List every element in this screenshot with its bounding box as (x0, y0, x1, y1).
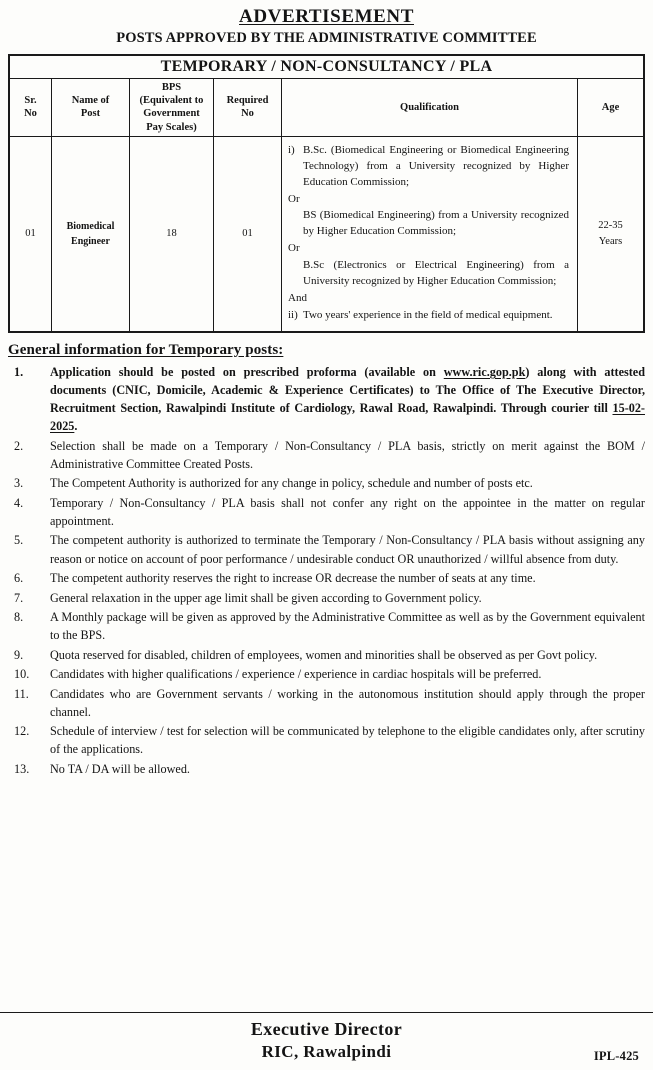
col-header-post-l1: Name of (71, 95, 110, 107)
note-text: Selection shall be made on a Temporary / Non-Consultancy / PLA basis, strictly on merit against the BOM / Administrative Committee Created Posts. (50, 438, 645, 471)
posts-table-wrapper (8, 54, 645, 333)
note-number: 11. (14, 686, 29, 701)
page-subtitle: POSTS APPROVED BY THE ADMINISTRATIVE COMMITTEE (116, 29, 537, 46)
post-name-line2: Engineer (71, 235, 110, 247)
age-line2: Years (598, 235, 623, 247)
col-header-bps-l1: BPS (161, 82, 182, 94)
note-text: Schedule of interview / test for selection will be communicated by telephone to the eligible candidates only, after scrutiny of the applications. (50, 724, 645, 757)
note-number: 10. (14, 667, 30, 682)
note-text: Quota reserved for disabled, children of employees, women and minorities shall be observed as per Govt policy. (50, 647, 598, 662)
col-header-bps-l4: Pay Scales) (146, 121, 197, 133)
note-number: 8. (14, 610, 24, 625)
qualification-item-i (288, 143, 569, 191)
table-row (10, 136, 644, 331)
qualification-item-i-marker: i) (288, 143, 295, 156)
col-header-post (52, 79, 130, 137)
signatory-title: Executive Director (250, 1019, 403, 1040)
note-number: 9. (14, 647, 24, 662)
footer-band (0, 1012, 653, 1070)
post-name-line1: Biomedical (66, 220, 115, 232)
list-item (8, 685, 645, 721)
cell-post-name (52, 136, 130, 331)
col-header-bps (130, 79, 214, 137)
qualification-or-2: Or (288, 242, 300, 255)
col-header-qualification: Qualification (282, 79, 578, 137)
cell-sr-no: 01 (10, 136, 52, 331)
note-number: 2. (14, 438, 24, 453)
note-text-part-a: Application should be posted on prescribed proforma (available on (50, 365, 444, 380)
note-number: 5. (14, 533, 24, 548)
list-item (8, 589, 645, 607)
col-header-post-l2: Post (80, 108, 101, 120)
note-number: 12. (14, 724, 30, 739)
list-item (8, 646, 645, 664)
qualification-item-ii (288, 308, 569, 324)
note-text (50, 363, 645, 435)
list-item (8, 531, 645, 567)
reference-code: IPL-425 (593, 1049, 639, 1063)
qualification-alt-2: B.Sc (Electronics or Electrical Engineering) from a University recognized by Higher Education Commission; (303, 259, 569, 288)
note-number: 13. (14, 762, 30, 777)
col-header-sr-no (10, 79, 52, 137)
table-header-row (10, 79, 644, 137)
posts-table (9, 55, 644, 332)
col-header-bps-l2: (Equivalent to (139, 95, 204, 107)
note-number: 7. (14, 590, 24, 605)
application-url-link[interactable]: www.ric.gop.pk (443, 365, 526, 380)
signatory-org: RIC, Rawalpindi (261, 1041, 392, 1061)
col-header-sr-no-l2: No (24, 108, 37, 120)
qualification-item-ii-text: Two years' experience in the field of medical equipment. (303, 309, 553, 322)
note-text: The competent authority reserves the right to increase OR decrease the number of seats at any time. (50, 571, 536, 586)
list-item (8, 569, 645, 587)
general-information-heading: General information for Temporary posts: (8, 342, 284, 359)
note-number: 1. (14, 365, 24, 380)
qualification-item-ii-marker: ii) (288, 309, 298, 322)
deadline-date: 15-02-2025 (50, 401, 645, 434)
age-line1: 22-35 (598, 220, 623, 232)
note-text: General relaxation in the upper age limit shall be given according to Government policy. (50, 590, 482, 605)
general-information-list (8, 363, 645, 778)
note-text-part-c: . (74, 419, 78, 434)
note-text-part-b: ) along with attested documents (CNIC, Domicile, Academic & Experience Certificates) to The Office of The Executive Director, Recruitment Section, Rawalpindi Institute of Cardiology, Rawal Road, Rawalpindi. Through courier till (50, 365, 645, 416)
note-text: No TA / DA will be allowed. (50, 762, 190, 777)
note-number: 3. (14, 476, 24, 491)
col-header-required-no-l1: Required (226, 95, 269, 107)
list-item (8, 363, 645, 435)
cell-qualification (282, 136, 578, 331)
list-item (8, 722, 645, 758)
note-number: 4. (14, 495, 24, 510)
note-text: The Competent Authority is authorized for any change in policy, schedule and number of posts etc. (50, 476, 533, 491)
col-header-required-no (214, 79, 282, 137)
qualification-or-1: Or (288, 192, 300, 205)
note-text: Candidates with higher qualifications / experience / experience in cardiac hospitals will be preferred. (50, 667, 542, 682)
note-text: A Monthly package will be given as approved by the Administrative Committee as well as by the Government equivalent to the BPS. (50, 610, 645, 643)
note-text: Temporary / Non-Consultancy / PLA basis shall not confer any right on the appointee in the matter on regular appointment. (50, 495, 645, 528)
category-banner: TEMPORARY / NON-CONSULTANCY / PLA (10, 56, 644, 79)
note-text: The competent authority is authorized to terminate the Temporary / Non-Consultancy / PLA basis without assigning any reason or notice on account of poor performance / undesirable conduct OR unauthorized / willful absence from duty. (50, 533, 645, 566)
list-item (8, 665, 645, 683)
list-item (8, 474, 645, 492)
qualification-and: And (288, 292, 307, 305)
col-header-sr-no-l1: Sr. (24, 95, 37, 107)
list-item (8, 608, 645, 644)
header-band (8, 0, 645, 49)
col-header-age: Age (577, 79, 643, 137)
cell-age (577, 136, 643, 331)
cell-bps: 18 (130, 136, 214, 331)
col-header-required-no-l2: No (241, 108, 254, 120)
list-item (8, 494, 645, 530)
cell-required-no: 01 (214, 136, 282, 331)
list-item (8, 760, 645, 778)
page-title: ADVERTISEMENT (239, 6, 414, 27)
note-text: Candidates who are Government servants / working in the autonomous institution should apply through the proper channel. (50, 686, 645, 719)
col-header-bps-l3: Government (143, 108, 200, 120)
category-banner-row (10, 56, 644, 79)
note-number: 6. (14, 571, 24, 586)
qualification-alt-1: BS (Biomedical Engineering) from a University recognized by Higher Education Commission; (303, 209, 569, 238)
qualification-item-i-text: B.Sc. (Biomedical Engineering or Biomedical Engineering Technology) from a University recognized by Higher Education Commission; (303, 143, 569, 188)
list-item (8, 437, 645, 473)
